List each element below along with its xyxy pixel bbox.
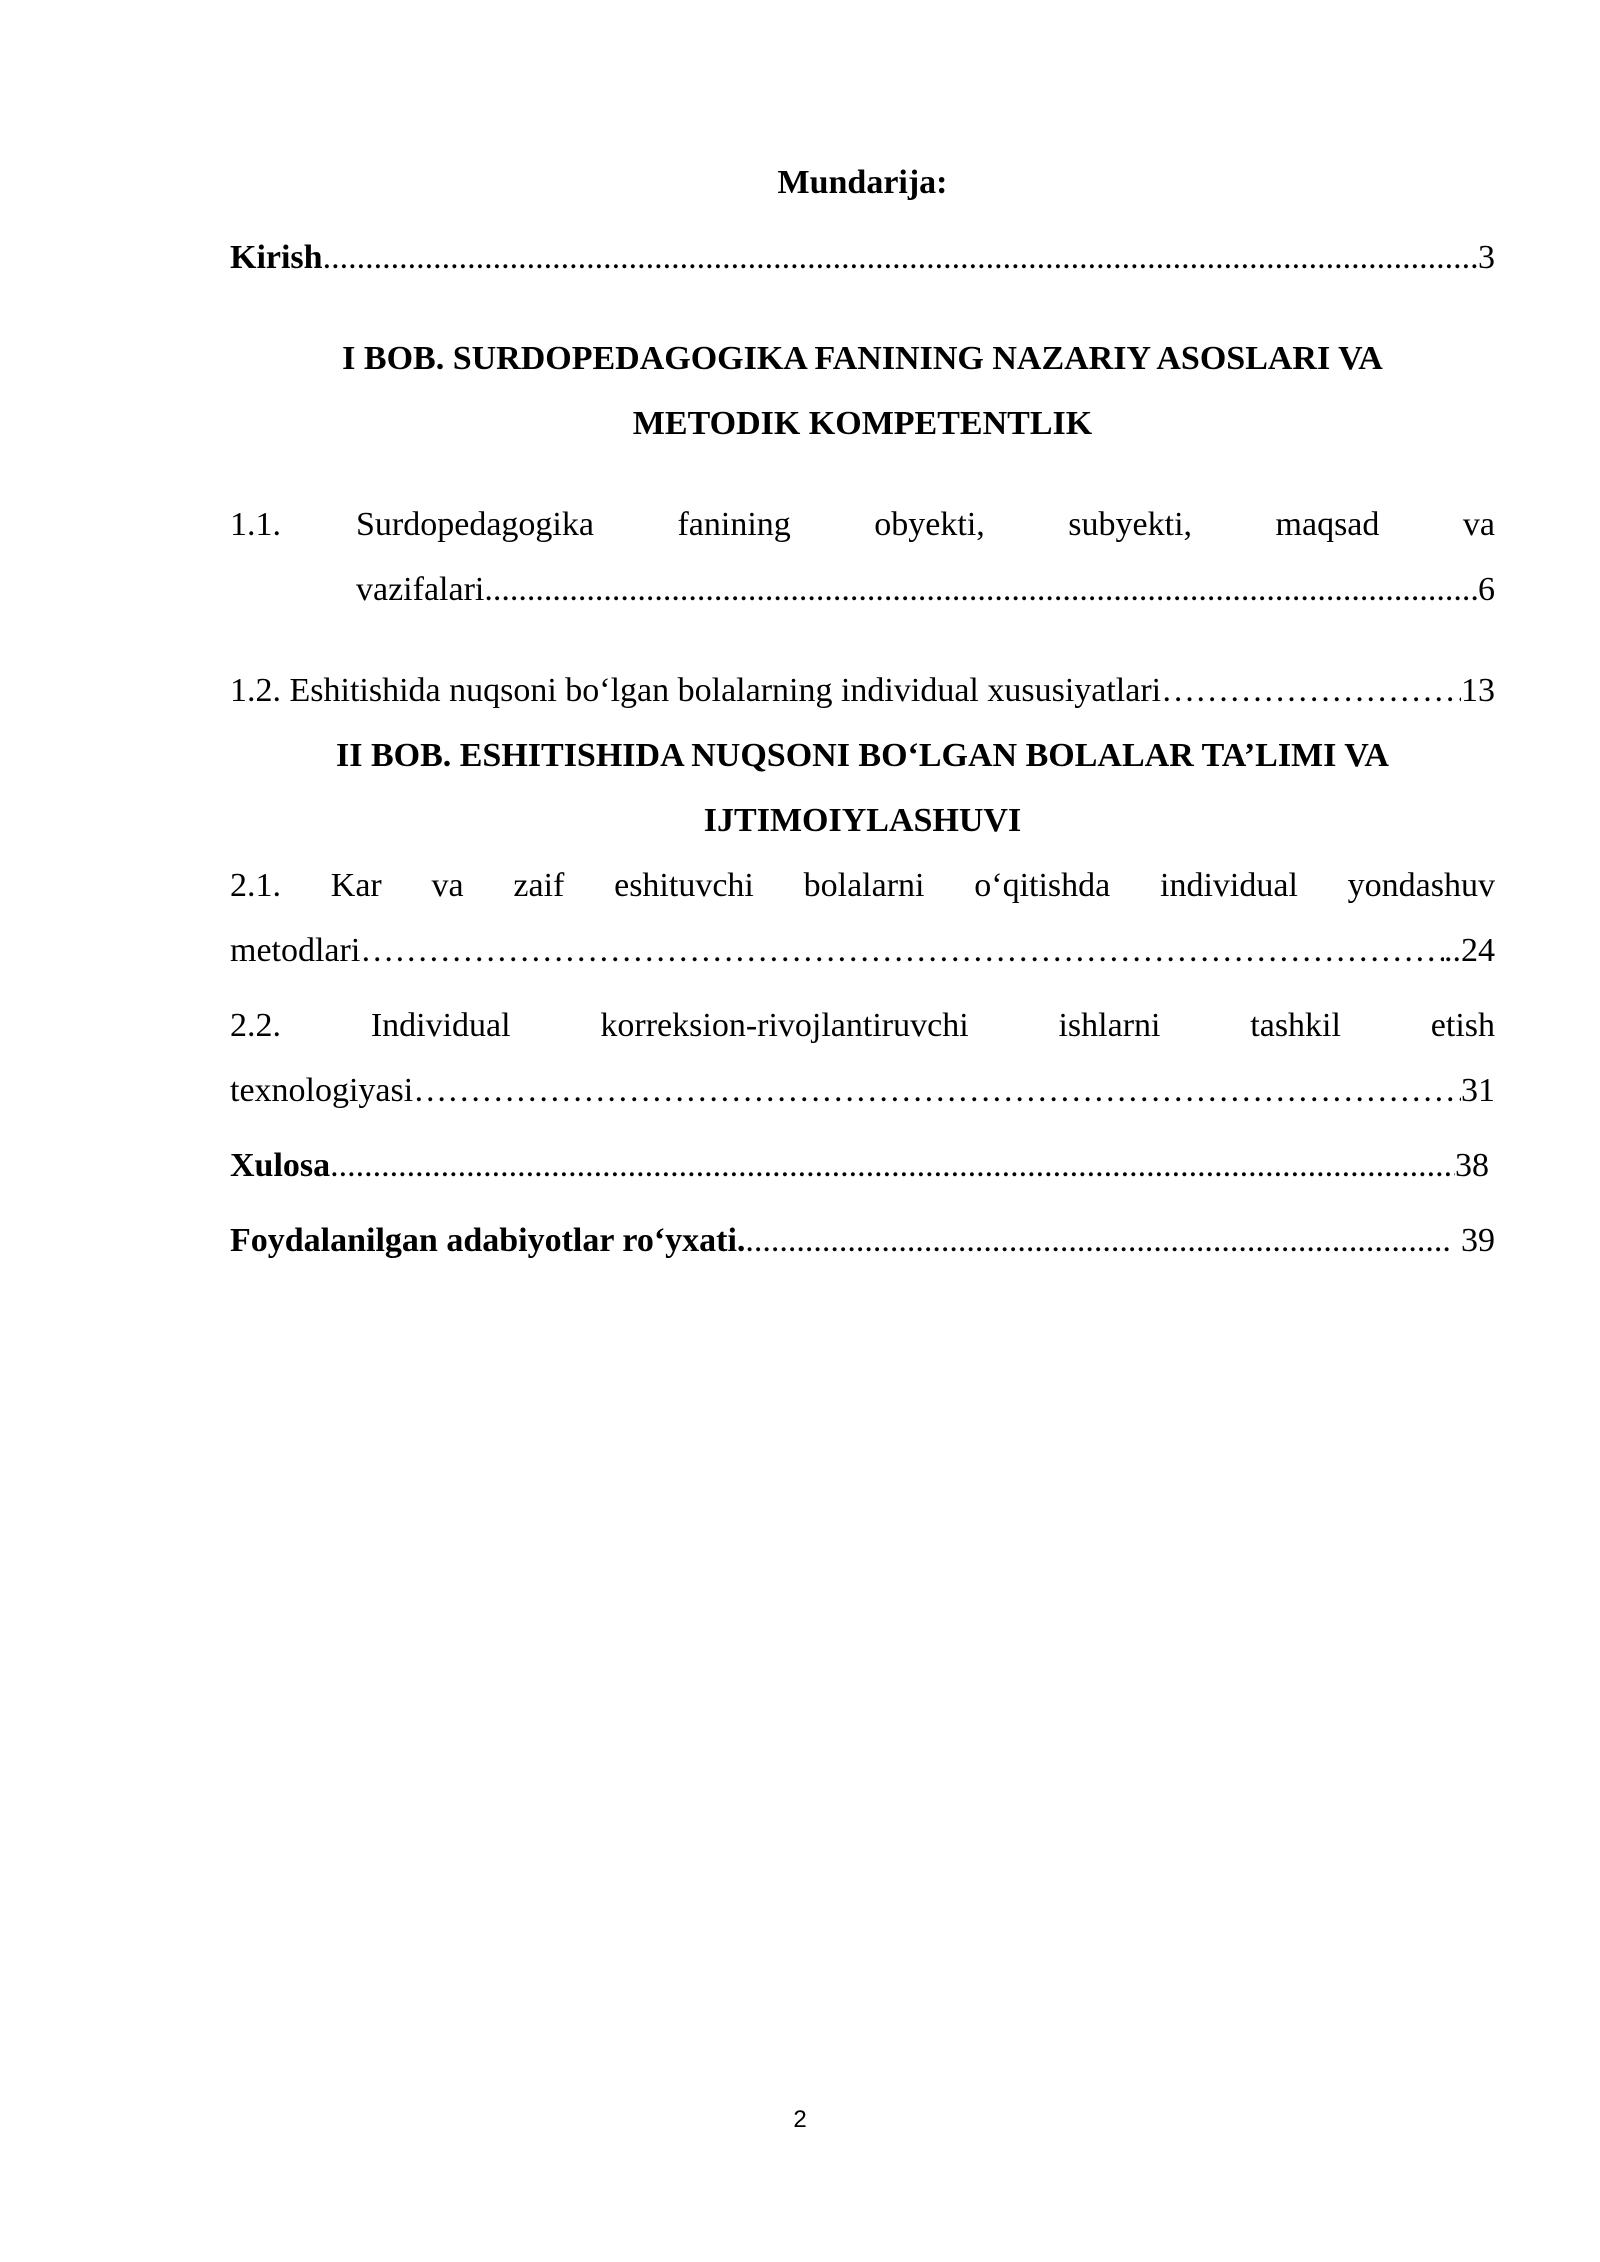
chapter-heading-2 bbox=[230, 723, 1495, 853]
dot-leader bbox=[484, 557, 1478, 622]
section-title-line: Surdopedagogika fanining obyekti, subyekti, maqsad va bbox=[356, 506, 1495, 543]
toc-entry-label: Xulosa bbox=[230, 1147, 331, 1184]
chapter-heading-line: IJTIMOIYLASHUVI bbox=[703, 802, 1022, 839]
section-title-line: 2.1. Kar va zaif eshituvchi bolalarni o‘qitishda individual yondashuv bbox=[230, 867, 1495, 904]
toc-entry-conclusion[interactable] bbox=[230, 1133, 1495, 1198]
table-of-contents bbox=[230, 150, 1495, 1273]
dot-leader bbox=[745, 1208, 1452, 1273]
toc-page-number: 38 bbox=[1455, 1147, 1489, 1184]
chapter-heading-1 bbox=[230, 326, 1495, 456]
dot-leader bbox=[360, 918, 1444, 983]
toc-page-number: 6 bbox=[1478, 571, 1495, 608]
page-number-footer: 2 bbox=[793, 2106, 807, 2133]
section-title-line: 2.2. Individual korreksion-rivojlantiruvchi ishlarni tashkil etish bbox=[230, 1007, 1495, 1044]
dot-leader bbox=[413, 1058, 1461, 1123]
chapter-heading-line: I BOB. SURDOPEDAGOGIKA FANINING NAZARIY ASOSLARI VA bbox=[342, 340, 1383, 377]
section-title: 1.2. Eshitishida nuqsoni bo‘lgan bolalarning individual xususiyatlari bbox=[230, 672, 1162, 709]
toc-page-number: ..24 bbox=[1444, 932, 1495, 969]
toc-page-number: 39 bbox=[1452, 1222, 1495, 1259]
toc-page-number: 3 bbox=[1478, 239, 1495, 276]
section-number: 1.1. bbox=[230, 506, 281, 543]
dot-leader bbox=[330, 1133, 1455, 1198]
toc-entry-1-2[interactable] bbox=[230, 658, 1495, 723]
chapter-heading-line: II BOB. ESHITISHIDA NUQSONI BO‘LGAN BOLALAR TA’LIMI VA bbox=[335, 737, 1389, 774]
section-title-line: texnologiyasi bbox=[230, 1072, 414, 1109]
toc-page-number: 13 bbox=[1461, 672, 1495, 709]
toc-entry-label: Foydalanilgan adabiyotlar ro‘yxati. bbox=[230, 1222, 746, 1259]
toc-entry-label: Kirish bbox=[230, 239, 323, 276]
dot-leader bbox=[1161, 658, 1461, 723]
chapter-heading-line: METODIK KOMPETENTLIK bbox=[632, 405, 1093, 442]
section-title-line: vazifalari bbox=[356, 571, 485, 608]
toc-entry-1-1[interactable] bbox=[230, 492, 1495, 622]
section-title-line: metodlari bbox=[230, 932, 361, 969]
toc-page-number: 31 bbox=[1461, 1072, 1495, 1109]
toc-entry-2-2[interactable] bbox=[230, 993, 1495, 1123]
toc-entry-2-1[interactable] bbox=[230, 853, 1495, 983]
toc-title: Mundarija: bbox=[777, 164, 948, 201]
dot-leader bbox=[323, 225, 1478, 290]
toc-entry-intro[interactable] bbox=[230, 225, 1495, 290]
toc-entry-references[interactable] bbox=[230, 1208, 1495, 1273]
